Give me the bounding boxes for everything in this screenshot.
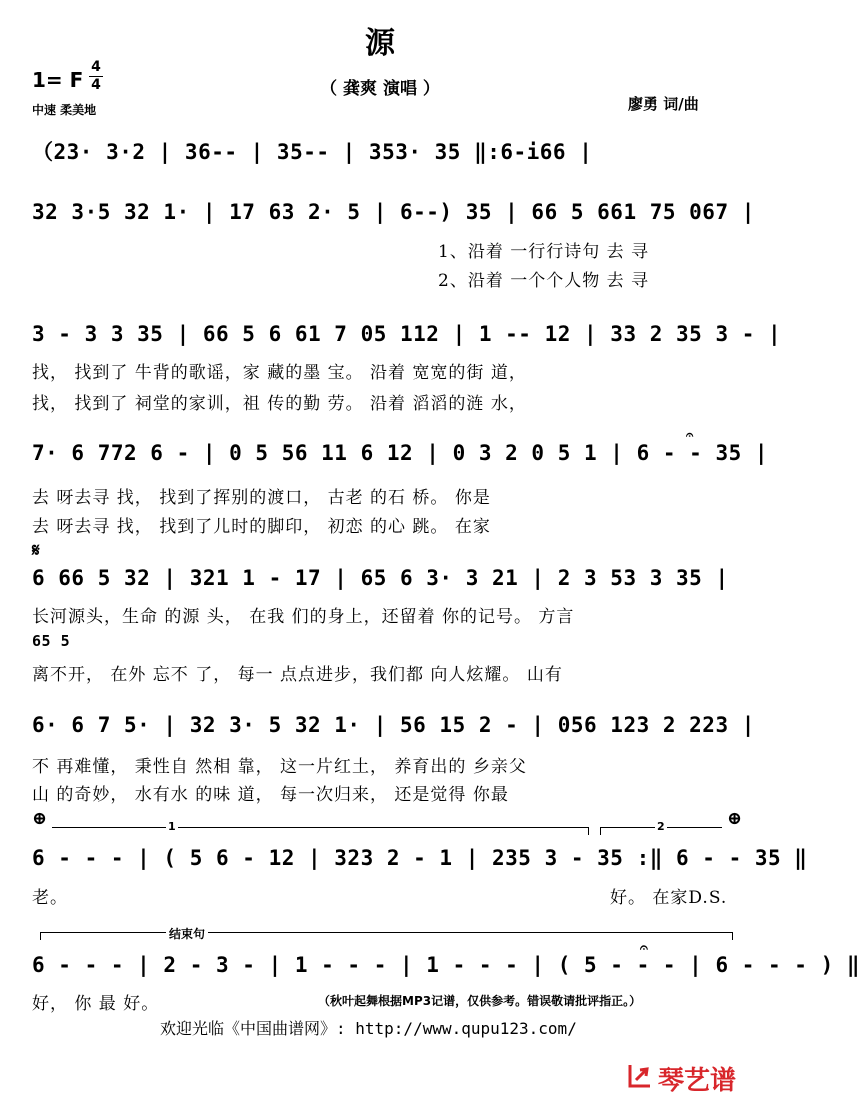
- notation-line-2: 32 3·5 32 1· | 17 63 2· 5 | 6--) 35 | 66 5 661 75 067 |: [32, 200, 755, 224]
- first-ending-number: 1: [168, 820, 176, 833]
- first-ending-bracket: [52, 827, 588, 828]
- notation-line-3: 3 - 3 3 35 | 66 5 6 61 7 05 112 | 1 -- 12 | 33 2 35 3 - |: [32, 322, 782, 346]
- lyrics-line-6-verse-1: 不 再难懂， 秉性自 然相 靠， 这一片红土， 养育出的 乡亲父: [32, 757, 527, 777]
- second-ending-number: 2: [657, 820, 665, 833]
- segno-icon: 𝄋: [32, 540, 40, 561]
- key-signature: 1= F: [32, 68, 84, 92]
- lyrics-line-4-verse-1: 去 呀去寻 找， 找到了挥别的渡口， 古老 的石 桥。 你是: [32, 488, 491, 508]
- time-signature: [89, 60, 103, 93]
- fermata-icon: 𝄐: [640, 940, 648, 956]
- lyrics-line-6-verse-2: 山 的奇妙， 水有水 的味 道， 每一次归来， 还是觉得 你最: [32, 785, 509, 805]
- qinyipu-logo-icon: [626, 1062, 654, 1090]
- tempo-marking: 中速 柔美地: [32, 103, 97, 117]
- notation-line-1: （23· 3·2 | 36-- | 35-- | 353· 35 ‖:6-i66 |: [32, 140, 593, 164]
- coda-icon-left: ⊕: [32, 808, 48, 829]
- site-footer: 欢迎光临《中国曲谱网》: http://www.qupu123.com/: [160, 1019, 577, 1038]
- song-title: 源: [365, 26, 395, 61]
- notation-line-7: 6 - - - | ( 5 6 - 12 | 323 2 - 1 | 235 3 - 35 :‖ 6 - - 35 ‖: [32, 846, 808, 870]
- lyrics-line-7-left: 老。: [32, 888, 68, 908]
- qinyipu-logo-text: 琴艺谱: [658, 1066, 737, 1096]
- coda-icon-right: ⊕: [727, 808, 743, 829]
- lyricist-composer: 廖勇 词/曲: [628, 95, 699, 113]
- ending-bracket-end-tick: [732, 932, 733, 940]
- notation-line-5: 6 66 5 32 | 321 1 - 17 | 65 6 3· 3 21 | 2 3 53 3 35 |: [32, 566, 729, 590]
- notation-line-4: 7· 6 772 6 - | 0 5 56 11 6 12 | 0 3 2 0 5 1 | 6 - - 35 |: [32, 441, 769, 465]
- lyrics-line-2-verse-1: 1、沿着 一行行诗句 去 寻: [438, 242, 650, 262]
- ending-bracket-start-tick: [40, 932, 41, 940]
- first-ending-end-tick: [588, 827, 589, 835]
- notation-line-8: 6 - - - | 2 - 3 - | 1 - - - | 1 - - - | ( 5 - - - | 6 - - - ) ‖: [32, 953, 860, 977]
- lyrics-line-4-verse-2: 去 呀去寻 找， 找到了儿时的脚印， 初恋 的心 跳。 在家: [32, 517, 491, 537]
- lyrics-line-8: 好， 你 最 好。: [32, 994, 160, 1014]
- time-signature-bottom: 4: [91, 77, 101, 93]
- breath-mark-icon: 𝄐: [686, 428, 694, 443]
- time-signature-top: 4: [91, 59, 101, 75]
- alternate-notes: 65 5: [32, 632, 71, 650]
- singer-credit: （ 龚爽 演唱 ）: [320, 79, 440, 99]
- lyrics-line-3-verse-1: 找， 找到了 牛背的歌谣，家 藏的墨 宝。 沿着 宽宽的街 道，: [32, 363, 527, 383]
- lyrics-line-2-verse-2: 2、沿着 一个个人物 去 寻: [438, 271, 650, 291]
- lyrics-line-5-verse-1: 长河源头，生命 的源 头， 在我 们的身上，还留着 你的记号。 方言: [32, 607, 575, 627]
- lyrics-line-3-verse-2: 找， 找到了 祠堂的家训，祖 传的勤 劳。 沿着 滔滔的涟 水，: [32, 394, 527, 414]
- transcription-note: （秋叶起舞根据MP3记谱，仅供参考。错误敬请批评指正。）: [318, 994, 642, 1008]
- ending-bracket: [40, 932, 732, 933]
- lyrics-line-5-verse-2: 离不开， 在外 忘不 了， 每一 点点进步，我们都 向人炫耀。 山有: [32, 665, 563, 685]
- second-ending-start-tick: [600, 827, 601, 835]
- notation-line-6: 6· 6 7 5· | 32 3· 5 32 1· | 56 15 2 - | 056 123 2 223 |: [32, 713, 755, 737]
- lyrics-line-7-right: 好。 在家D.S.: [610, 888, 728, 908]
- ending-label: 结束句: [166, 925, 208, 942]
